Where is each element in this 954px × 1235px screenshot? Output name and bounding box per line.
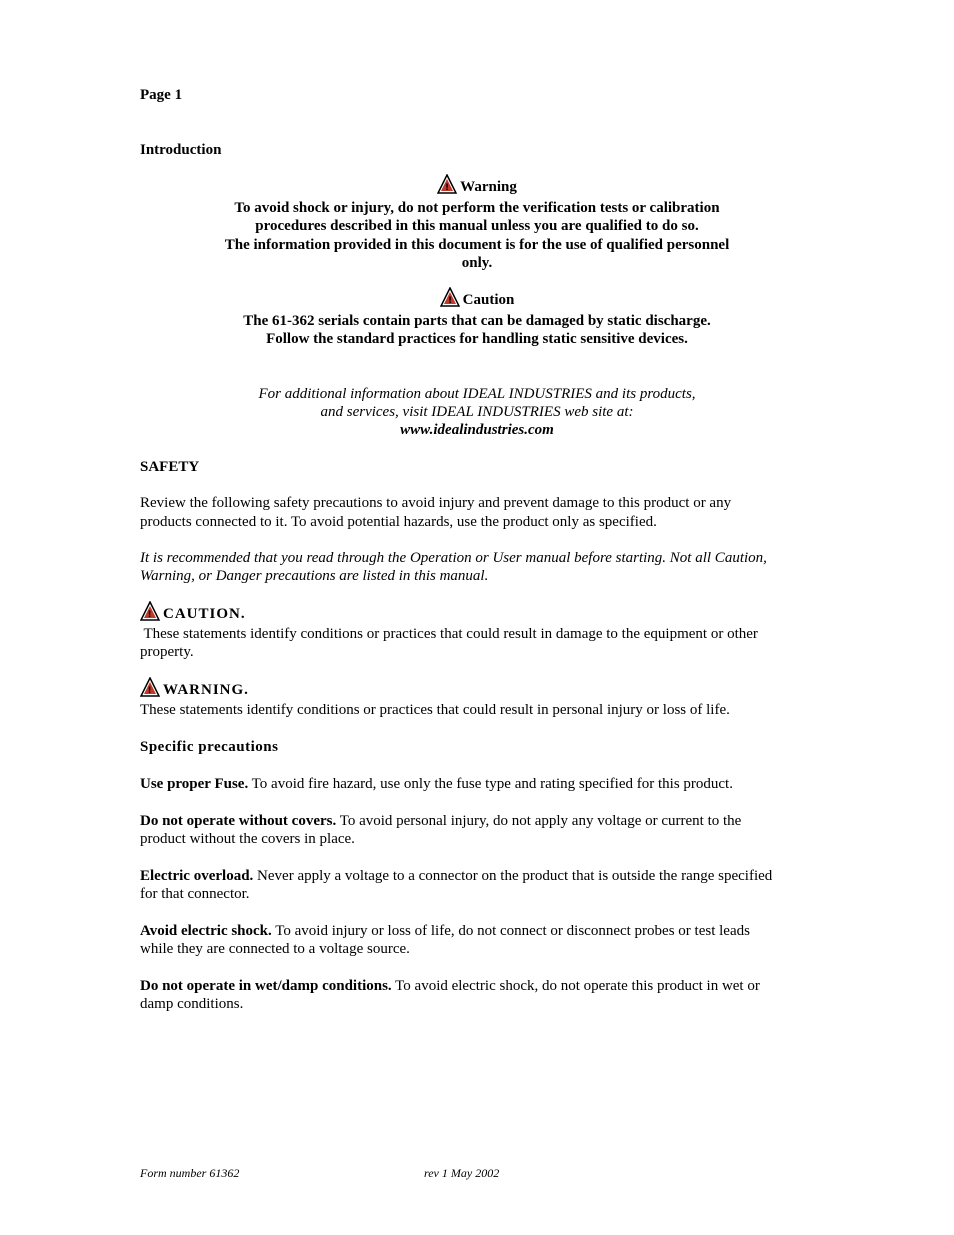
svg-text:!: ! (147, 610, 153, 620)
warning-triangle-icon (140, 677, 160, 697)
specific-precautions-heading: Specific precautions (140, 739, 279, 755)
precaution-text: To avoid personal injury, do not apply any voltage or current to the (336, 813, 742, 829)
warning-line: To avoid shock or injury, do not perform the verification tests or calibration (234, 200, 720, 216)
precaution-text: To avoid injury or loss of life, do not connect or disconnect probes or test leads (271, 923, 750, 939)
caution-line: The 61-362 serials contain parts that can be damaged by static discharge. (243, 313, 711, 329)
revision-date: rev 1 May 2002 (424, 1166, 500, 1180)
info-line: and services, visit IDEAL INDUSTRIES web site at: (320, 404, 634, 420)
caution-definition-title-text: CAUTION. (163, 606, 246, 622)
precaution-text-continued: damp conditions. (140, 996, 244, 1012)
safety-heading: SAFETY (140, 459, 200, 475)
caution-definition-line: These statements identify conditions or practices that could result in damage to the equipment or other (140, 626, 758, 642)
safety-paragraph-line: products connected to it. To avoid potential hazards, use the product only as specified. (140, 514, 657, 530)
warning-triangle-icon (437, 174, 457, 194)
caution-title-text: Caution (462, 292, 515, 308)
warning-definition-title (140, 677, 249, 699)
warning-definition-title-text: WARNING. (163, 682, 249, 698)
warning-triangle-icon (140, 601, 160, 621)
svg-text:!: ! (445, 183, 450, 193)
precaution-text: Never apply a voltage to a connector on the product that is outside the range specified (253, 868, 773, 884)
recommendation-line: Warning, or Danger precautions are listed in this manual. (140, 568, 489, 584)
safety-paragraph-line: Review the following safety precautions to avoid injury and prevent damage to this product or any (140, 495, 732, 511)
precaution-text-continued: product without the covers in place. (140, 831, 355, 847)
warning-triangle-icon (440, 287, 460, 307)
precaution-label: Do not operate in wet/damp conditions. (140, 978, 392, 994)
page-number: Page 1 (140, 87, 183, 103)
caution-definition-title (140, 601, 246, 623)
precaution-wet (140, 977, 760, 995)
precaution-label: Use proper Fuse. (140, 776, 249, 792)
svg-text:!: ! (147, 686, 153, 696)
precaution-label: Do not operate without covers. (140, 813, 337, 829)
precaution-label: Avoid electric shock. (140, 923, 272, 939)
warning-line: The information provided in this document is for the use of qualified personnel (224, 237, 730, 253)
introduction-heading: Introduction (140, 142, 222, 158)
precaution-label: Electric overload. (140, 868, 254, 884)
info-line: For additional information about IDEAL INDUSTRIES and its products, (258, 386, 696, 402)
precaution-overload (140, 867, 772, 885)
recommendation-line: It is recommended that you read through the Operation or User manual before starting. Not all Caution, (140, 550, 767, 566)
warning-title (140, 174, 814, 196)
precaution-text-continued: for that connector. (140, 886, 250, 902)
precaution-fuse (140, 775, 733, 793)
caution-title (140, 287, 814, 309)
warning-definition-line: These statements identify conditions or practices that could result in personal injury or loss of life. (140, 702, 730, 718)
precaution-text: To avoid fire hazard, use only the fuse type and rating specified for this product. (248, 776, 733, 792)
form-number: Form number 61362 (140, 1166, 240, 1180)
precaution-covers (140, 812, 741, 830)
website-link[interactable]: www.idealindustries.com (400, 422, 554, 438)
caution-line: Follow the standard practices for handling static sensitive devices. (266, 331, 688, 347)
warning-line: procedures described in this manual unless you are qualified to do so. (255, 218, 699, 234)
caution-definition-line: property. (140, 644, 194, 660)
precaution-text-continued: while they are connected to a voltage source. (140, 941, 410, 957)
precaution-shock (140, 922, 750, 940)
warning-title-text: Warning (460, 179, 517, 195)
precaution-text: To avoid electric shock, do not operate this product in wet or (391, 978, 760, 994)
warning-line: only. (461, 255, 493, 271)
svg-text:!: ! (447, 296, 452, 306)
